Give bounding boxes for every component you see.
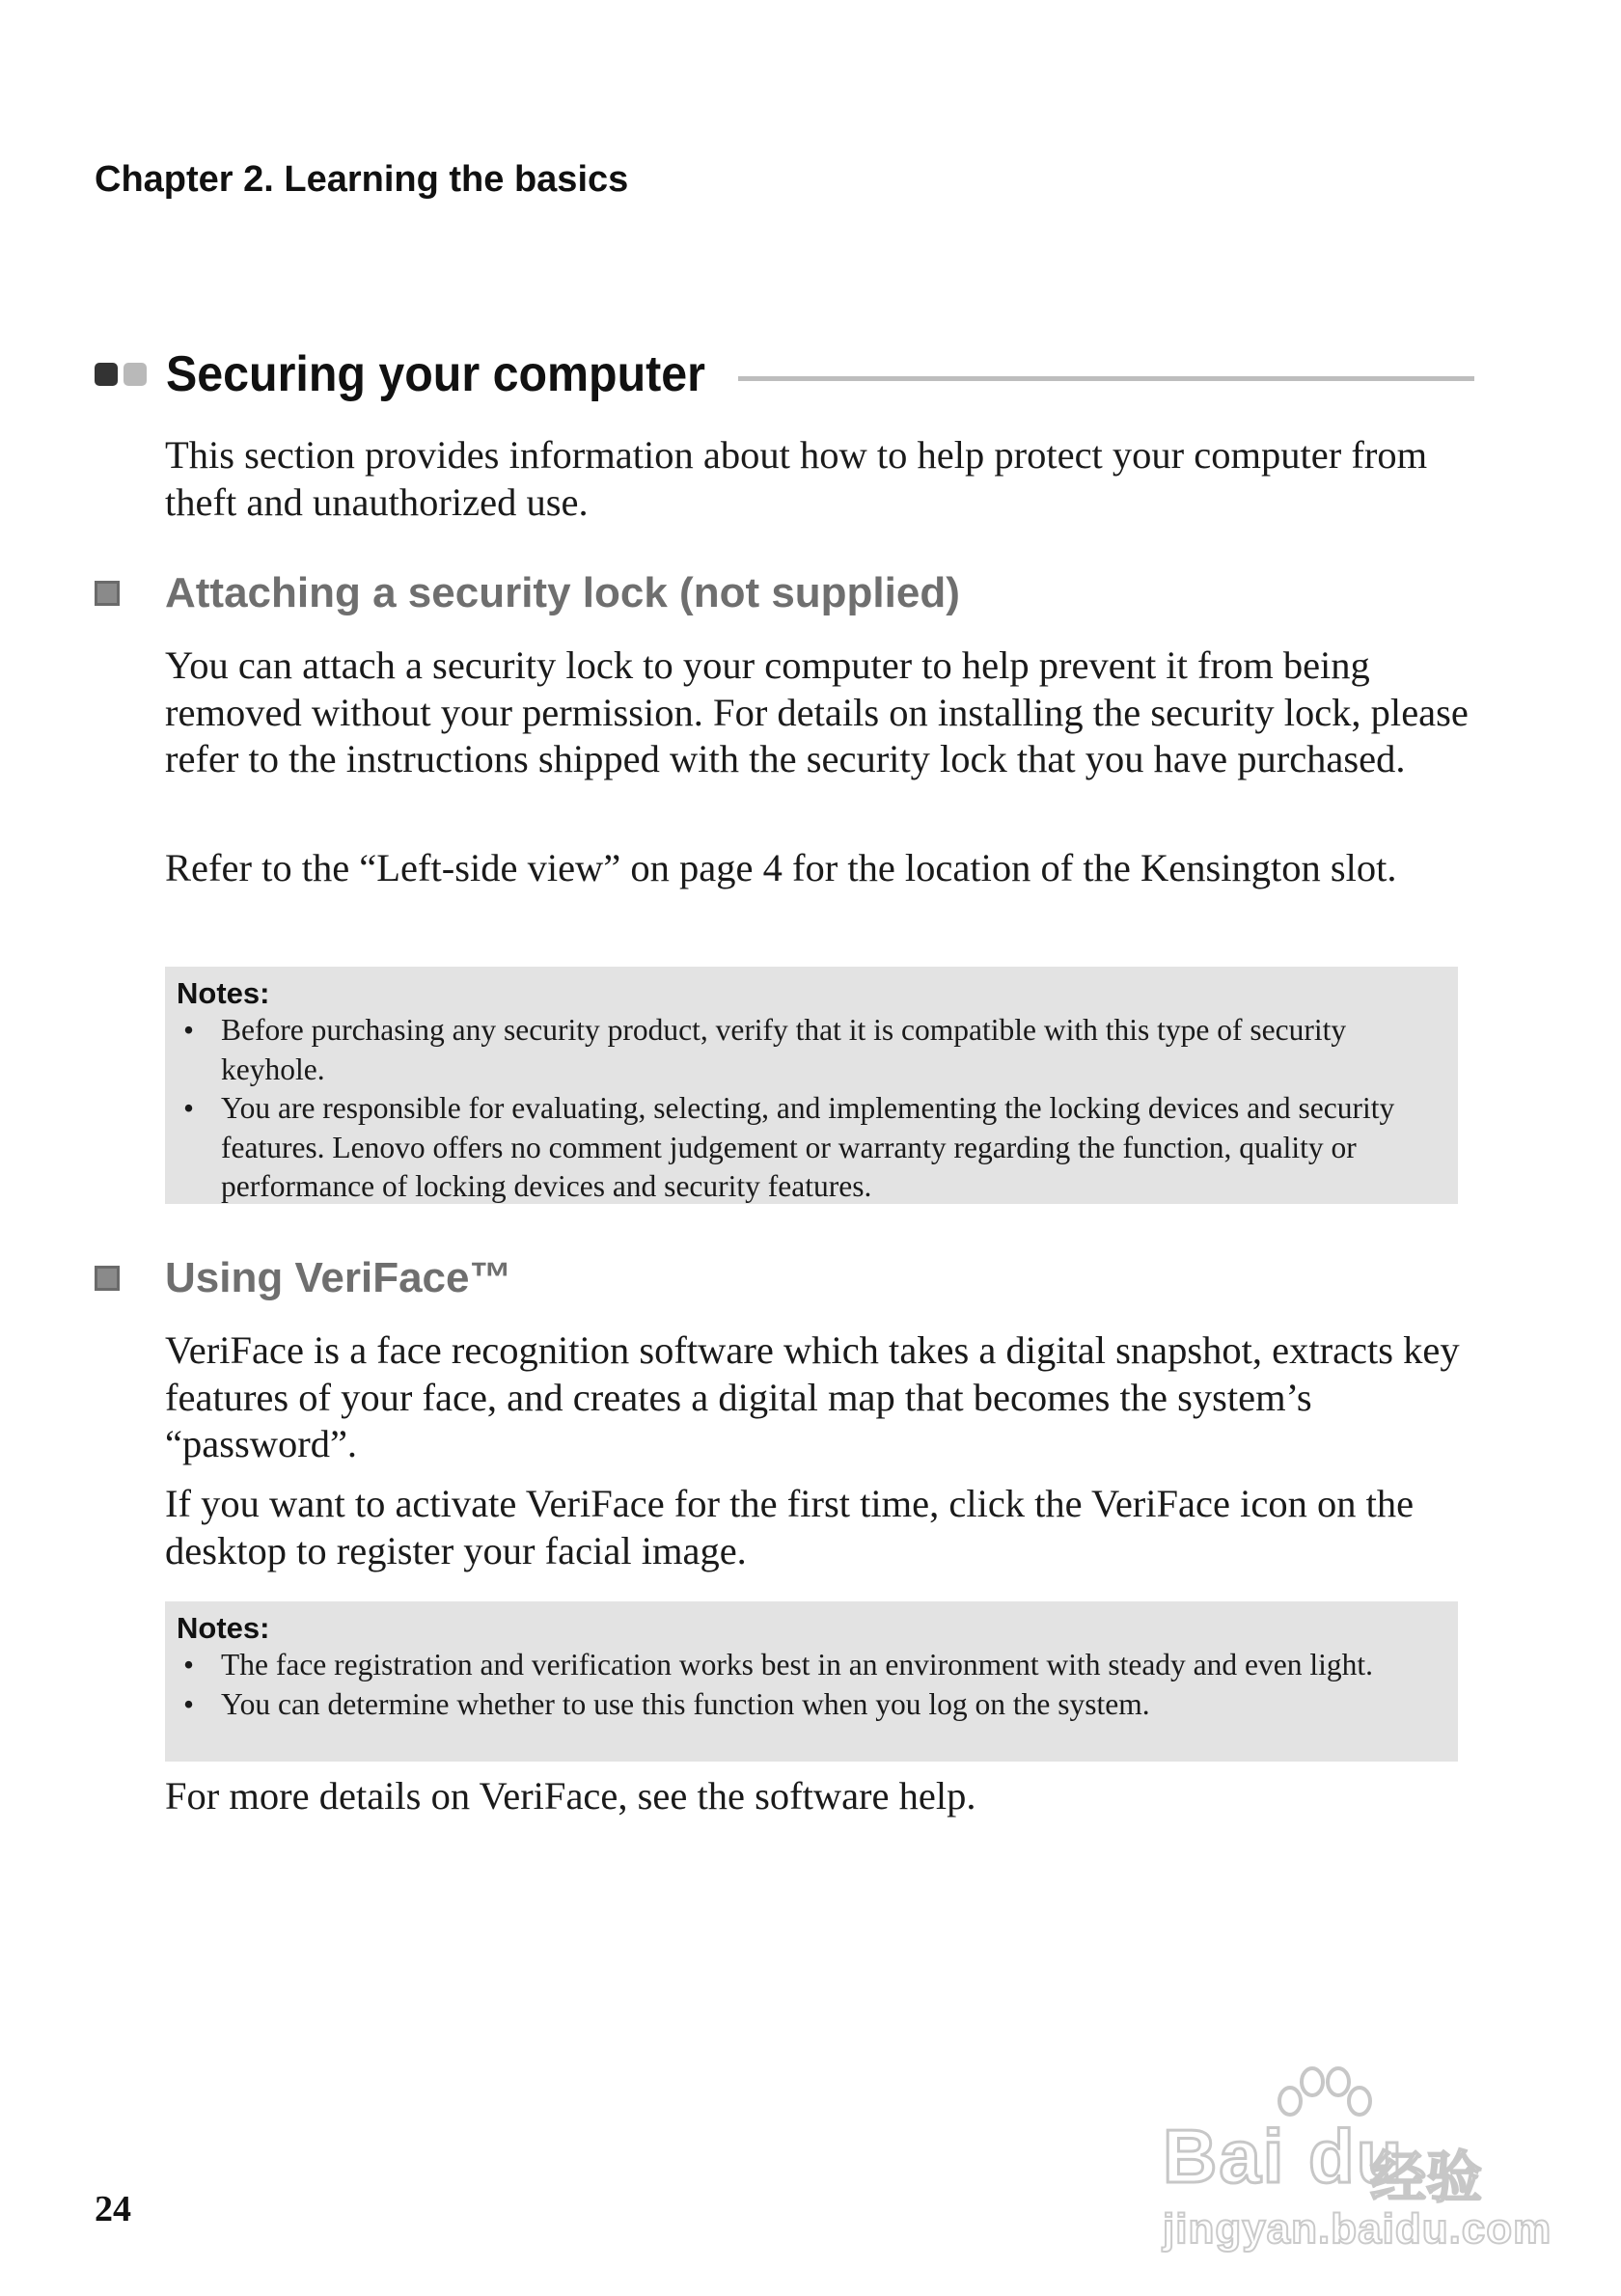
page-number: 24 xyxy=(95,2189,131,2229)
note-item xyxy=(177,1011,1437,1089)
body-paragraph: Refer to the “Left-side view” on page 4 for the location of the Kensington slot. xyxy=(165,846,1397,889)
note-text: Before purchasing any security product, verify that it is compatible with this type of security keyhole. xyxy=(221,1013,1347,1086)
closing-paragraph: For more details on VeriFace, see the software help. xyxy=(165,1774,976,1818)
heading-square-dark-icon xyxy=(95,363,118,386)
title-rule xyxy=(738,376,1474,381)
square-bullet-icon xyxy=(95,1266,120,1291)
body-paragraph: If you want to activate VeriFace for the first time, click the VeriFace icon on the desktop to register your facial image. xyxy=(165,1482,1415,1572)
note-text: The face registration and verification works best in an environment with steady and even light. xyxy=(221,1648,1374,1681)
bullet-icon: • xyxy=(183,1013,195,1047)
notes-label: Notes: xyxy=(177,976,270,1010)
body-paragraph: You can attach a security lock to your computer to help prevent it from being removed without your permission. For details on installing the security lock, please refer to the instructions shipped with the security lock that you have purchased. xyxy=(165,643,1469,780)
subsection-heading-veriface xyxy=(95,1254,511,1302)
subsection-title: Attaching a security lock (not supplied) xyxy=(165,569,960,616)
square-bullet-icon xyxy=(95,581,120,606)
note-item xyxy=(177,1685,1437,1725)
body-paragraph: VeriFace is a face recognition software which takes a digital snapshot, extracts key features of your face, and creates a digital map that becomes the system’s “password”. xyxy=(165,1328,1460,1465)
bullet-icon: • xyxy=(183,1091,195,1125)
subsection-heading-security-lock xyxy=(95,569,960,617)
watermark-sub: 经验 xyxy=(1370,2145,1483,2210)
note-item xyxy=(177,1089,1437,1207)
heading-square-light-icon xyxy=(124,363,147,386)
notes-label: Notes: xyxy=(177,1611,270,1645)
watermark-url: jingyan.baidu.com xyxy=(1163,2205,1552,2253)
baidu-watermark xyxy=(1153,2064,1552,2257)
chapter-header: Chapter 2. Learning the basics xyxy=(95,159,629,200)
note-item xyxy=(177,1646,1437,1685)
section-intro: This section provides information about how to help protect your computer from theft and unauthorized use. xyxy=(165,433,1428,524)
notes-box xyxy=(165,967,1458,1204)
bullet-icon: • xyxy=(183,1686,195,1721)
subsection-title: Using VeriFace™ xyxy=(165,1254,512,1301)
note-text: You are responsible for evaluating, selecting, and implementing the locking devices and security features. Lenovo offers no comment judgement or warranty regarding the function, quality or performance of locking devices and security features. xyxy=(221,1091,1395,1203)
notes-box xyxy=(165,1601,1458,1762)
section-title: Securing your computer xyxy=(166,346,705,402)
note-text: You can determine whether to use this function when you log on the system. xyxy=(221,1686,1150,1721)
section-heading xyxy=(95,342,1474,406)
watermark-brand: Bai du xyxy=(1163,2114,1405,2199)
bullet-icon: • xyxy=(183,1648,195,1681)
